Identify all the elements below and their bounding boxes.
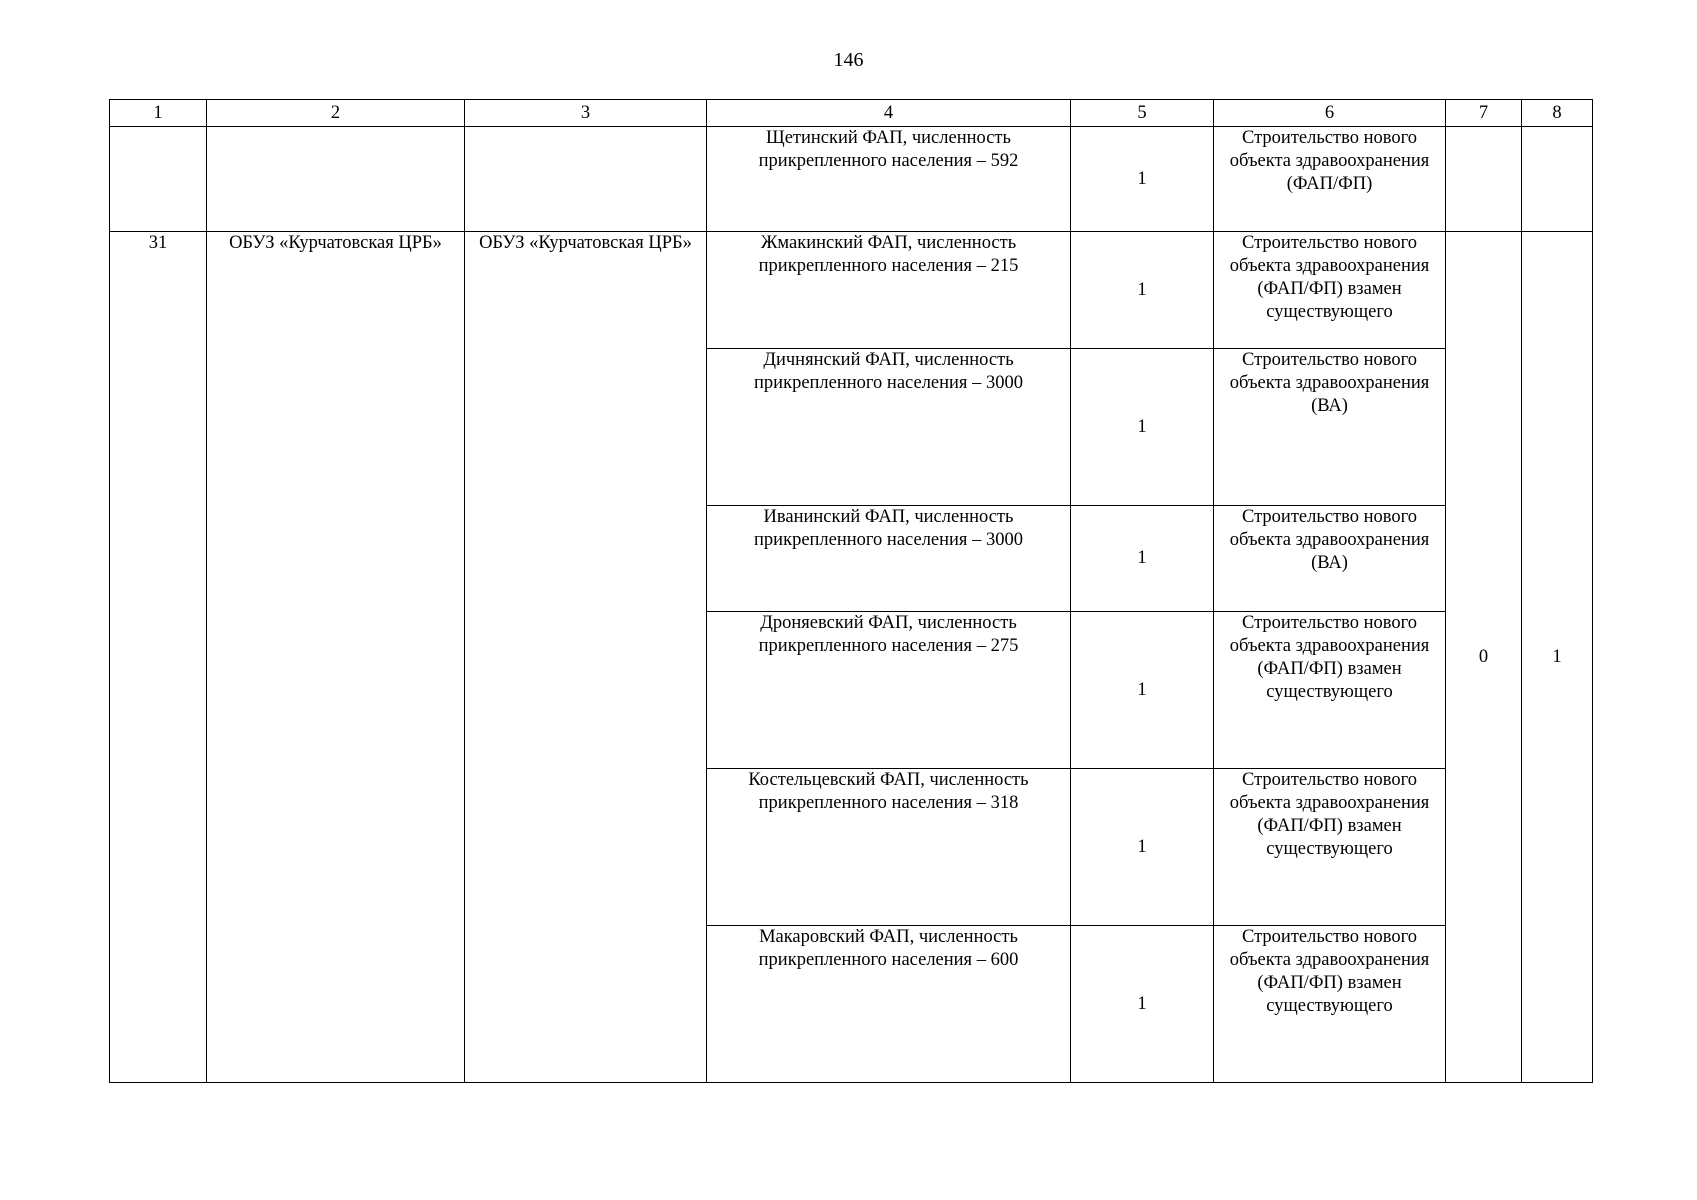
column-header: 7	[1446, 100, 1522, 127]
col8-cell: 1	[1522, 232, 1593, 1083]
count-cell: 1	[1071, 926, 1214, 1083]
count-cell: 1	[1071, 127, 1214, 232]
count-cell: 1	[1071, 769, 1214, 926]
column-header: 5	[1071, 100, 1214, 127]
action-cell: Строительство нового объекта здравоохранения (ФАП/ФП) взамен существующего	[1214, 612, 1446, 769]
action-cell: Строительство нового объекта здравоохранения (ФАП/ФП)	[1214, 127, 1446, 232]
table-row	[110, 232, 1593, 349]
count-cell: 1	[1071, 349, 1214, 506]
organization-cell	[207, 127, 465, 232]
count-cell: 1	[1071, 506, 1214, 612]
row-number-cell	[110, 127, 207, 232]
column-header: 2	[207, 100, 465, 127]
table-row	[110, 127, 1593, 232]
facility-cell: Костельцевский ФАП, численность прикрепленного населения – 318	[707, 769, 1071, 926]
data-table	[109, 99, 1593, 1083]
column-header: 3	[465, 100, 707, 127]
table-header-row	[110, 100, 1593, 127]
action-cell: Строительство нового объекта здравоохранения (ФАП/ФП) взамен существующего	[1214, 232, 1446, 349]
facility-cell: Дичнянский ФАП, численность прикрепленного населения – 3000	[707, 349, 1071, 506]
action-cell: Строительство нового объекта здравоохранения (ФАП/ФП) взамен существующего	[1214, 926, 1446, 1083]
column-header: 8	[1522, 100, 1593, 127]
col8-cell	[1522, 127, 1593, 232]
facility-cell: Жмакинский ФАП, численность прикрепленного населения – 215	[707, 232, 1071, 349]
row-number-cell: 31	[110, 232, 207, 1083]
column-header: 6	[1214, 100, 1446, 127]
facility-cell: Щетинский ФАП, численность прикрепленного населения – 592	[707, 127, 1071, 232]
page-number: 146	[833, 49, 864, 71]
recipient-cell	[465, 127, 707, 232]
col7-cell	[1446, 127, 1522, 232]
count-cell: 1	[1071, 612, 1214, 769]
column-header: 1	[110, 100, 207, 127]
facility-cell: Иванинский ФАП, численность прикрепленного населения – 3000	[707, 506, 1071, 612]
facility-cell: Дроняевский ФАП, численность прикрепленного населения – 275	[707, 612, 1071, 769]
facility-cell: Макаровский ФАП, численность прикрепленного населения – 600	[707, 926, 1071, 1083]
recipient-cell: ОБУЗ «Курчатовская ЦРБ»	[465, 232, 707, 1083]
count-cell: 1	[1071, 232, 1214, 349]
action-cell: Строительство нового объекта здравоохранения (ВА)	[1214, 349, 1446, 506]
column-header: 4	[707, 100, 1071, 127]
action-cell: Строительство нового объекта здравоохранения (ВА)	[1214, 506, 1446, 612]
organization-cell: ОБУЗ «Курчатовская ЦРБ»	[207, 232, 465, 1083]
col7-cell: 0	[1446, 232, 1522, 1083]
action-cell: Строительство нового объекта здравоохранения (ФАП/ФП) взамен существующего	[1214, 769, 1446, 926]
